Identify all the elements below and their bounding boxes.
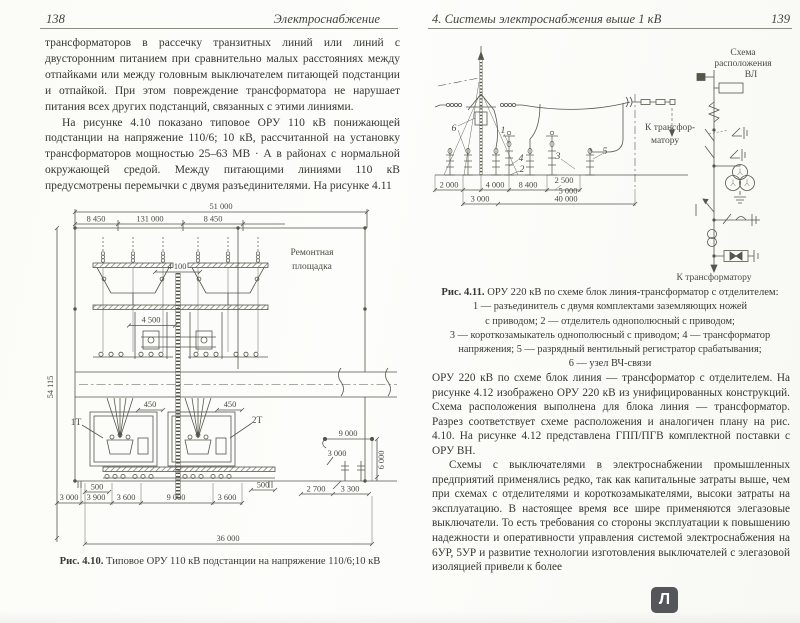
left-body-text bbox=[45, 36, 400, 195]
dim-2000: 2 000 bbox=[439, 180, 459, 190]
dim-2700: 2 700 bbox=[306, 484, 326, 494]
scheme-title-1: Схема bbox=[730, 48, 756, 58]
dim-450-left: 450 bbox=[143, 400, 157, 409]
right-running-title: 4. Системы электроснабжения выше 1 кВ bbox=[432, 12, 662, 26]
dim-9000-bottom: 9 000 bbox=[166, 493, 186, 502]
left-page-number: 138 bbox=[46, 12, 65, 26]
figure-4-10-caption-label: Рис. 4.10. bbox=[59, 556, 104, 567]
dim-3000-bottom: 3 000 bbox=[59, 493, 79, 502]
left-running-title: Электроснабжение bbox=[273, 12, 380, 26]
right-header-rule bbox=[428, 28, 792, 29]
dim-8450-right: 8 450 bbox=[203, 214, 223, 224]
dim-36000: 36 000 bbox=[216, 534, 240, 543]
left-paragraph-2: На рисунке 4.10 показано типовое ОРУ 110 кВ понижающей подстанции на напряжение 110/6; 10 кВ, рассчитанной на установку трансформаторов мощностью 25–63 МВ · А в районах с нормальной окружающей средой. Между питающими линиями 110 кВ предусмотрены перемычки с двумя разъединителями. На рисунке 4.11 bbox=[45, 116, 400, 193]
right-body-text bbox=[432, 371, 790, 575]
right-page-number: 139 bbox=[771, 12, 790, 26]
fig411-section bbox=[435, 46, 688, 175]
dim-8400: 8 400 bbox=[518, 180, 538, 190]
figure-4-11-caption bbox=[428, 286, 792, 371]
dim-3000-right: 3 000 bbox=[327, 449, 347, 458]
dim-3300: 3 300 bbox=[340, 484, 360, 494]
dim-3900: 3 900 bbox=[86, 493, 106, 502]
dim-4100: 4 100 bbox=[167, 262, 187, 271]
dim-500-right: 500 bbox=[256, 480, 270, 490]
dim-3000: 3 000 bbox=[470, 194, 490, 204]
dim-40000: 40 000 bbox=[554, 194, 578, 204]
label-transformer-2: 2Т bbox=[251, 416, 263, 426]
right-paragraph-2: Схемы с выключателями в электроснабжении промышленных предприятий применялись редко, так как капитальные затраты выше, чем при схемах с отделителями и короткозамыкателями, высоки затраты на эксплуатацию. В настоящее время все шире применяются элегазовые выключатели. То есть требования со стороны эксплуатации к повышению надежности и оперативности управления системой электроснабжения на 6УР, 5УР и развитие технологии изготовления выключателей с элегазовой изоляцией привели к более bbox=[432, 459, 790, 574]
left-paragraph-1: трансформаторов в рассечку транзитных линий или линий с двусторонним питанием при сравнительно малых расстояниях между отпайками или между головным выключателем питающей подстанции и отпайкой. При этом повреждение трансформатора не нарушает питания всех других подстанций, связанных с этими линиями. bbox=[45, 37, 400, 113]
dim-8450-left: 8 450 bbox=[86, 214, 106, 224]
figure-4-10-caption bbox=[38, 556, 402, 567]
figure-4-11-caption-label: Рис. 4.11. bbox=[441, 287, 485, 298]
dim-4500: 4 500 bbox=[141, 315, 161, 325]
scheme-title-2: расположения bbox=[714, 59, 772, 69]
dim-3600-b: 3 600 bbox=[217, 493, 237, 502]
callout-3: 3 bbox=[555, 151, 561, 162]
label-to-transformer-1: К трансфор- bbox=[645, 123, 696, 133]
legend-line-3: 3 — короткозамыкатель однополюсный с приводом; 4 — трансформатор bbox=[449, 329, 771, 341]
legend-line-1: 1 — разъединитель с двумя комплектами заземляющих ножей bbox=[473, 301, 747, 313]
legend-line-4: напряжения; 5 — разрядный вентильный регистратор срабатывания; bbox=[458, 344, 762, 356]
label-repair-area-2: площадка bbox=[292, 262, 332, 272]
labirint-watermark-logo bbox=[651, 587, 678, 613]
dim-450-right: 450 bbox=[223, 400, 237, 409]
dim-9000-right: 9 000 bbox=[338, 429, 358, 438]
dim-51000: 51 000 bbox=[209, 202, 233, 211]
dim-54115: 54 115 bbox=[46, 375, 55, 399]
labirint-logo-letter: Л bbox=[658, 591, 671, 608]
figure-4-10-drawing bbox=[45, 197, 403, 553]
scheme-title-3: ВЛ bbox=[744, 70, 758, 80]
dim-4000: 4 000 bbox=[485, 180, 505, 190]
figure-4-11-caption-line bbox=[428, 286, 792, 300]
label-transformer-1: 1Т bbox=[70, 418, 82, 428]
dim-3600-a: 3 600 bbox=[116, 493, 136, 502]
left-header-rule bbox=[40, 28, 398, 29]
label-to-transformer-2: матору bbox=[651, 136, 680, 146]
callout-4: 4 bbox=[518, 153, 524, 164]
dim-5000: 5 000 bbox=[558, 186, 578, 196]
figure-4-10-caption-text: Типовое ОРУ 110 кВ подстанции на напряжение 110/6;10 кВ bbox=[103, 556, 381, 567]
label-repair-area-1: Ремонтная bbox=[290, 248, 334, 258]
label-to-transformer-bottom: К трансформатору bbox=[676, 273, 752, 282]
dim-500-left: 500 bbox=[90, 482, 104, 492]
callout-5: 5 bbox=[602, 146, 608, 157]
dim-6000-right: 6 000 bbox=[377, 450, 386, 470]
callout-6: 6 bbox=[451, 123, 457, 134]
callout-1: 1 bbox=[500, 125, 506, 136]
callout-2: 2 bbox=[519, 164, 525, 175]
figure-4-11-caption-text: ОРУ 220 кВ по схеме блок линия-трансформатор с отделителем: bbox=[484, 287, 779, 298]
legend-line-5: 6 — узел ВЧ-связи bbox=[568, 358, 652, 370]
legend-line-2: с приводом; 2 — отделитель однополюсный с приводом; bbox=[485, 315, 735, 327]
fig411-single-line-scheme bbox=[696, 70, 760, 272]
figure-4-11-drawing bbox=[430, 44, 792, 282]
dim-2500: 2 500 bbox=[554, 176, 574, 185]
dim-131000: 131 000 bbox=[136, 214, 164, 224]
right-paragraph-1: ОРУ 220 кВ по схеме блок линия — трансформатор с отделителем. На рисунке 4.12 изображено ОРУ 220 кВ из унифицированных конструкций. Схема расположения выполнена для блока линия — трансформатор. Разрез соответствует схеме расположения и аналогичен плану на рис. 4.10. На рисунке 4.12 представлена ГПП/ПГВ комплектной поставки с ОРУ ВН. bbox=[432, 372, 790, 457]
